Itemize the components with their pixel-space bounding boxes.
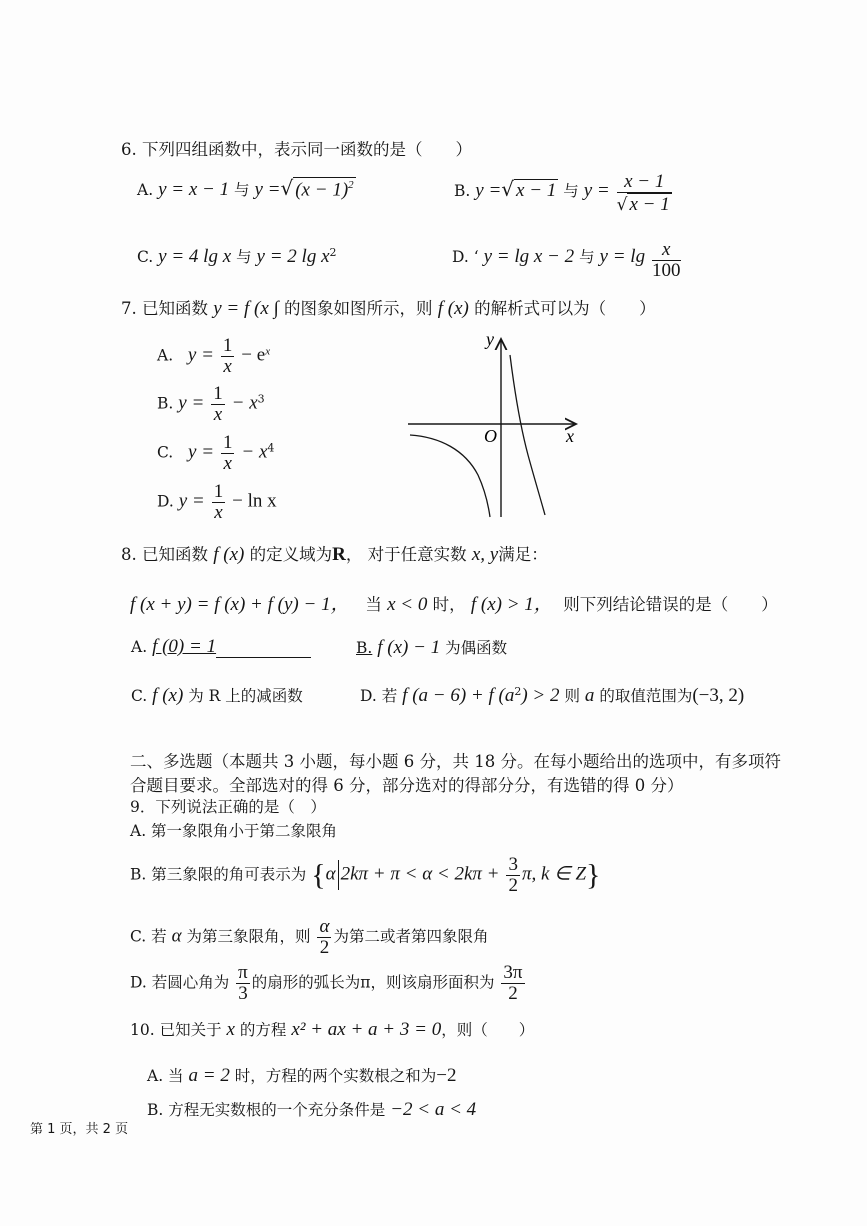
math: y = 4 lg x	[158, 246, 232, 267]
option-label: B.	[356, 639, 373, 657]
stem-text: 10. 已知关于	[130, 1021, 222, 1039]
option-text: B. 方程无实数根的一个充分条件是	[147, 1101, 386, 1119]
sqrt-symbol: √	[616, 194, 628, 215]
option-text: B. 第三象限的角可表示为	[130, 865, 307, 884]
q8-option-d	[360, 684, 744, 707]
q10-stem	[130, 1018, 534, 1041]
denominator: 3	[238, 982, 248, 1004]
math: α	[325, 863, 336, 885]
math: y =	[178, 490, 205, 512]
stem-text: 时，	[432, 595, 466, 614]
q8-condition	[130, 589, 778, 616]
denominator	[617, 193, 672, 216]
fraction	[212, 482, 226, 523]
math: y = lg x − 2	[483, 245, 575, 267]
exponent: x	[265, 345, 271, 358]
denominator: 2	[319, 936, 330, 958]
exponent: 3	[257, 392, 265, 406]
radicand	[293, 177, 355, 201]
q9-option-c	[130, 917, 488, 958]
math: f (x) > 1，	[470, 594, 553, 615]
exponent: 2	[329, 245, 337, 259]
math: − x	[231, 392, 258, 414]
option-label: D.	[157, 492, 174, 511]
stem-text: 8. 已知函数	[121, 545, 208, 564]
q7-option-d	[157, 482, 277, 523]
stem-text: 7. 已知函数	[121, 299, 208, 318]
math: f (x)	[437, 298, 469, 319]
numerator: 1	[213, 383, 223, 404]
q7-option-c	[157, 433, 274, 474]
q10-option-a	[147, 1064, 457, 1087]
q9-stem: 9．下列说法正确的是（ ）	[130, 798, 326, 816]
option-text: 的扇形的弧长为π，则该扇形面积为	[251, 973, 495, 992]
connector: 与	[563, 181, 579, 200]
page-footer: 第 1 页，共 2 页	[30, 1122, 129, 1137]
numerator: 3	[508, 854, 518, 875]
underline-blank	[216, 639, 311, 658]
curve-left-branch	[410, 435, 490, 517]
stem-text: 的图象如图所示，则	[284, 299, 433, 318]
math: x² + ax + a + 3 = 0	[291, 1019, 442, 1040]
q7-stem	[121, 295, 656, 320]
q7-option-b	[157, 384, 265, 425]
fraction	[236, 963, 250, 1004]
exponent: 2	[348, 178, 354, 191]
option-label: C.	[131, 687, 148, 705]
option-text: A. 当	[147, 1067, 184, 1085]
math: f (x) − 1	[377, 637, 441, 658]
stem-text: 的定义域为	[249, 545, 333, 564]
stem-text: 的方程	[239, 1021, 287, 1039]
math: − x	[241, 441, 268, 463]
stem-text: 当	[365, 595, 382, 614]
math: y =	[188, 441, 215, 463]
math: y = lg	[599, 245, 646, 267]
math: x < 0	[387, 594, 428, 615]
origin-label: O	[484, 426, 497, 446]
right-brace: }	[586, 858, 601, 892]
q7-function-graph	[400, 325, 600, 525]
q6-stem: 6. 下列四组函数中，表示同一函数的是（ ）	[121, 140, 472, 159]
denominator: x	[223, 452, 232, 474]
math: f (0) = 1	[152, 636, 217, 657]
math: y =	[187, 344, 214, 366]
numerator: 3π	[503, 962, 523, 983]
q8-option-c	[131, 684, 303, 707]
math: f (x)	[152, 685, 184, 706]
denominator: x	[214, 501, 223, 523]
fraction	[221, 433, 235, 474]
q6-option-d	[452, 240, 683, 281]
q8-option-a	[131, 636, 311, 658]
option-label: D. ʻ	[452, 247, 479, 266]
denominator: 2	[508, 874, 518, 896]
numerator: 1	[222, 335, 233, 356]
connector: 与	[234, 181, 250, 199]
option-label: A.	[131, 638, 148, 656]
option-label: C.	[137, 248, 154, 266]
fraction	[317, 917, 331, 958]
fraction	[211, 384, 225, 425]
denominator: x	[213, 403, 223, 425]
y-axis-label: y	[486, 329, 494, 349]
fraction	[221, 336, 235, 377]
option-label: A.	[157, 346, 174, 365]
option-text: 为偶函数	[445, 639, 508, 657]
exponent: 4	[267, 441, 275, 455]
math: π, k ∈ Z	[521, 863, 587, 885]
math: a = 2	[188, 1065, 230, 1086]
q6-option-c	[137, 245, 337, 268]
stem-text: ，则（ ）	[441, 1021, 535, 1039]
option-label: A.	[137, 181, 154, 199]
math: f (x)	[213, 544, 245, 565]
section-header-line1: 二、多选题（本题共 3 小题，每小题 6 分，共 18 分。在每小题给出的选项中，有多项符	[130, 752, 781, 771]
stem-text: ， 对于任意实数	[345, 545, 467, 564]
math: α	[171, 925, 182, 947]
radicand-text: (x − 1)	[295, 179, 349, 200]
q9-option-d	[130, 963, 527, 1004]
fraction	[501, 963, 524, 1004]
math: y = x − 1	[158, 179, 230, 200]
math: − ln x	[232, 490, 277, 512]
math: y =	[475, 179, 502, 201]
denominator: 100	[652, 259, 681, 281]
q10-option-b	[147, 1098, 476, 1121]
option-text: 则	[564, 687, 580, 705]
option-text: C. 若	[130, 927, 167, 946]
math: 2kπ + π < α < 2kπ +	[340, 863, 500, 885]
option-text: 为第二或者第四象限角	[333, 927, 489, 946]
q8-option-b	[356, 636, 507, 659]
math: −2	[436, 1065, 457, 1086]
option-label: B.	[454, 181, 471, 200]
math: f (a − 6) + f (a	[402, 685, 515, 706]
math: a	[584, 685, 595, 706]
sqrt-symbol: √	[280, 176, 294, 200]
math: y =	[254, 179, 281, 200]
numerator: π	[238, 962, 248, 983]
numerator: α	[319, 916, 330, 937]
option-label: C.	[157, 443, 174, 462]
math: x	[226, 1019, 235, 1040]
q9-option-b	[130, 855, 600, 896]
math: y = 2 lg x	[256, 246, 330, 267]
stem-text: 的解析式可以为（ ）	[474, 299, 656, 318]
set-bar	[338, 860, 339, 890]
q8-stem	[121, 541, 548, 566]
option-label: D. 若	[360, 687, 398, 705]
q7-option-a	[157, 336, 270, 377]
denominator: 2	[508, 982, 518, 1004]
option-text: D. 若圆心角为	[130, 973, 230, 992]
q9-option-a: A. 第一象限角小于第二象限角	[130, 822, 338, 840]
q6-option-b	[454, 172, 674, 216]
section-header-line2: 合题目要求。全部选对的得 6 分，部分选对的得部分分，有选错的得 0 分）	[130, 776, 684, 795]
fraction	[506, 855, 520, 896]
option-text: 的取值范围为	[599, 687, 693, 705]
math: (−3, 2)	[692, 685, 745, 706]
left-brace: {	[311, 858, 326, 892]
connector: 与	[236, 248, 252, 266]
numerator: 1	[213, 481, 224, 502]
option-text: 为第三象限角，则	[186, 927, 311, 946]
math: y =	[583, 179, 610, 201]
math: y =	[178, 392, 205, 414]
math: f (x + y) = f (x) + f (y) − 1，	[130, 594, 350, 615]
numerator: 1	[222, 432, 233, 453]
math: R	[332, 544, 346, 565]
option-label: B.	[157, 394, 174, 413]
math: x, y	[471, 544, 499, 565]
numerator: x	[652, 240, 681, 261]
denominator: x	[223, 355, 232, 377]
fraction	[652, 240, 681, 281]
x-axis-label: x	[566, 426, 574, 446]
sqrt-symbol: √	[501, 176, 515, 201]
exponent: 2	[514, 684, 522, 698]
q6-option-a	[137, 176, 356, 201]
fraction	[617, 172, 672, 216]
math: ) > 2	[521, 685, 560, 706]
curve-right-branch	[510, 355, 545, 515]
numerator: x − 1	[617, 172, 672, 193]
option-text: 为 R 上的减函数	[188, 687, 303, 705]
math: −2 < a < 4	[390, 1099, 477, 1120]
option-text: 时，方程的两个实数根之和为	[234, 1067, 437, 1085]
connector: 与	[579, 247, 595, 266]
stem-text: 则下列结论错误的是（ ）	[563, 595, 778, 614]
stem-text: 满足：	[498, 545, 548, 564]
radicand: x − 1	[516, 179, 557, 201]
math: y = f (x ∫	[213, 298, 279, 319]
math: − e	[241, 344, 266, 366]
radicand: x − 1	[629, 193, 670, 215]
